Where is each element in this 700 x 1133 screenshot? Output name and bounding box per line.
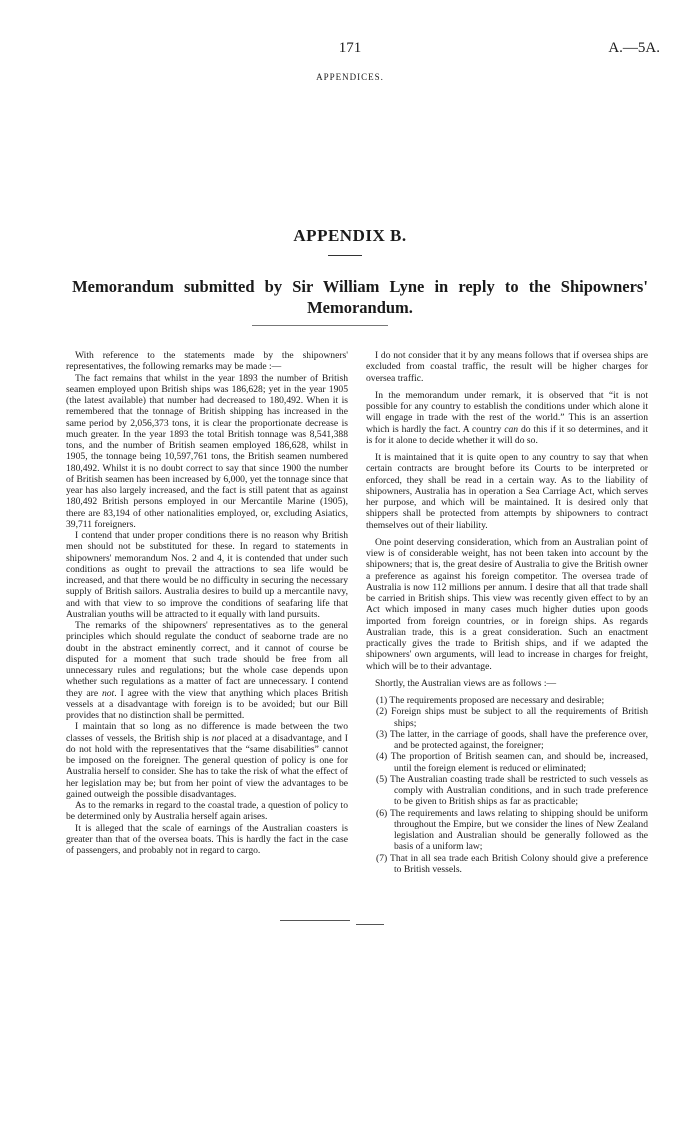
emphasis-text: not [211, 732, 224, 744]
paragraph [366, 537, 648, 672]
paragraph-text: I maintain that so long as no difference is made between the two classes of vessels, the British ship is [66, 721, 348, 744]
paragraph-text: The remarks of the shipowners' representatives as to the general principles which should regulate the conduct of seaborne trade are no doubt in the abstract eminently correct, and it cannot of course be disputed for a moment that such trade should be free from all unnecessary rules and regulations; but the whole case depends upon whether such regulations as a matter of fact are unnecessary. I contend they are [66, 620, 348, 699]
appendix-title: APPENDIX B. [293, 226, 407, 245]
views-list [366, 695, 648, 875]
paragraph [66, 620, 348, 721]
paragraph-text: I do not consider that it by any means follows that if oversea ships are excluded from coastal traffic, the result will be higher charges for oversea traffic. [366, 350, 648, 384]
left-column [66, 350, 348, 856]
list-item [372, 808, 648, 853]
page-number: 171 [338, 40, 362, 56]
list-item [372, 729, 648, 752]
list-number: (7) [376, 852, 388, 864]
paragraph [366, 390, 648, 446]
paragraph-text: Shortly, the Australian views are as follows :— [375, 677, 557, 689]
list-number: (6) [376, 807, 388, 819]
list-item [372, 853, 648, 876]
paragraph-text: . I agree with the view that anything which places British vessels at a disadvantage with foreign is to be avoided; but our Bill provides that no distinction shall be permitted. [66, 687, 348, 721]
list-item [372, 774, 648, 808]
paragraph [366, 678, 648, 689]
paragraph-text: One point deserving consideration, which from an Australian point of view is of considerable weight, has not been taken into account by the shipowners; that is, the great desire of Australia to give the British owner a preference as against his foreign competitor. The oversea trade of Australia is now 112 millions per annum. I desire that all that trade shall be carried in British ships. This view was recently given effect to by an Act which imposed in many cases much higher duties upon goods imported from foreign countries, or in foreign ships. As regards Australian trade, this is a great consideration. Such an enactment practically gives the trade to British ships, and if we adapted the shipowners' own arguments, will lead to increase in charges for freight, which will be to their advantage. [366, 536, 648, 672]
emphasis-text: can [504, 423, 519, 435]
list-text: The requirements proposed are necessary and desirable; [389, 695, 605, 706]
memo-title: Memorandum submitted by Sir William Lyne in reply to the Shipowners' Memorandum. [72, 277, 648, 317]
paragraph-text: do this if it so determines, and it is for it alone to decide whether it will do so. [366, 423, 648, 446]
running-head: APPENDICES. [316, 72, 384, 82]
emphasis-text: not [101, 687, 115, 699]
paragraph-text: placed at a disadvantage, and I do not hold with the representatives that the “same disabilities” cannot be imposed on the foreigner. The general question of policy is one for Australia herself to consider. She has to take the risk of what the effect of her legislation may be; but from her point of view the advantages to be gained outweigh the possible disadvantages. [66, 732, 348, 800]
list-number: (3) [376, 728, 388, 740]
list-text: That in all sea trade each British Colony should give a preference to British vessels. [390, 852, 648, 875]
paragraph-text: I contend that under proper conditions there is no reason why British men should not be substituted for these. In regard to statements in shipowners' memorandum Nos. 2 and 4, it is contended that under such conditions as ought to prevail the attractions to sea life would be increased, and that there would be no difficulty in securing the necessary supply of British sailors. Australia desires to build up a mercantile navy, and with that view to so improve the conditions of seafaring life that Australian youths will be attracted to it equally with land pursuits. [66, 530, 348, 620]
paragraph-text: It is alleged that the scale of earnings of the Australian coasters is greater than that of the oversea boats. This is hardly the fact in the case of passengers, and probably not in regard to cargo. [66, 822, 348, 856]
list-text: The latter, in the carriage of goods, shall have the preference over, and be protected against, the foreigner; [389, 728, 648, 751]
paragraph [66, 800, 348, 823]
paragraph [66, 373, 348, 531]
list-number: (5) [376, 773, 388, 785]
list-text: The requirements and laws relating to shipping should be uniform throughout the Empire, but we consider the lines of New Zealand legislation and Australian should be generally followed as the basis of a uniform law; [389, 807, 648, 853]
list-item [372, 695, 648, 706]
list-item [372, 706, 648, 729]
end-rule-right [356, 924, 384, 925]
right-column [366, 350, 648, 875]
section-divider [252, 325, 388, 326]
document-reference: A.—5A. [608, 40, 660, 56]
title-divider [328, 255, 362, 256]
list-number: (2) [376, 706, 388, 718]
paragraph-text: The fact remains that whilst in the year 1893 the number of British seamen employed upon British ships was 186,628; yet in the year 1905 (the latest available) that number had decreased to 180,492. When it is remembered that the tonnage of British shipping has increased in the same period by 2,056,373 tons, it is clear the proportionate decrease is much greater. In the year 1893 the total British tonnage was 8,541,388 tons, and the number of British seamen employed 186,628, whilst in 1905, the tonnage being 10,597,761 tons, the British seamen numbered 180,492. Whilst it is no doubt correct to say that since 1900 the number of British seamen has been increased by 6,000, yet the tonnage since that year has also largely increased, and the fact is still patent that as against 180,492 British persons employed in our Mercantile Marine (1905), there are 83,194 of other nationalities employed, or, excluding Asiatics, 39,711 foreigners. [66, 372, 348, 530]
paragraph [66, 350, 348, 373]
paragraph [66, 721, 348, 800]
paragraph-text: It is maintained that it is quite open to any country to say that when certain contracts are brought before its Courts to be interpreted or enforced, they shall be read in a certain way. As to the liability of shipowners, Australia has in operation a Sea Carriage Act, which serves her purpose, and which will be maintained. It is desired only that shippers shall be protected from attempts by shipowners to contract themselves out of their liability. [366, 452, 648, 531]
list-item [372, 751, 648, 774]
paragraph [66, 530, 348, 620]
list-text: The proportion of British seamen can, and should be, increased, until the foreign element is reduced or eliminated; [390, 751, 648, 774]
paragraph [366, 350, 648, 384]
list-text: The Australian coasting trade shall be restricted to such vessels as comply with Australian conditions, and in such trade preference to be given to British ships as far as practicable; [389, 773, 648, 808]
list-text: Foreign ships must be subject to all the requirements of British ships; [391, 706, 648, 729]
paragraph [66, 823, 348, 857]
list-number: (4) [376, 751, 388, 763]
paragraph-text: With reference to the statements made by the shipowners' representatives, the following remarks may be made :— [66, 350, 348, 373]
list-number: (1) [376, 695, 388, 706]
paragraph [366, 452, 648, 531]
end-rule-left [280, 920, 350, 921]
right-paragraphs [366, 350, 648, 689]
paragraph-text: As to the remarks in regard to the coastal trade, a question of policy to be determined only by Australia herself again arises. [66, 800, 348, 823]
paragraph-text: In the memorandum under remark, it is observed that “it is not possible for any country to establish the conditions under which alone it will engage in trade with the rest of the world.” This is an assertion which is hardly the fact. A country [366, 389, 648, 435]
